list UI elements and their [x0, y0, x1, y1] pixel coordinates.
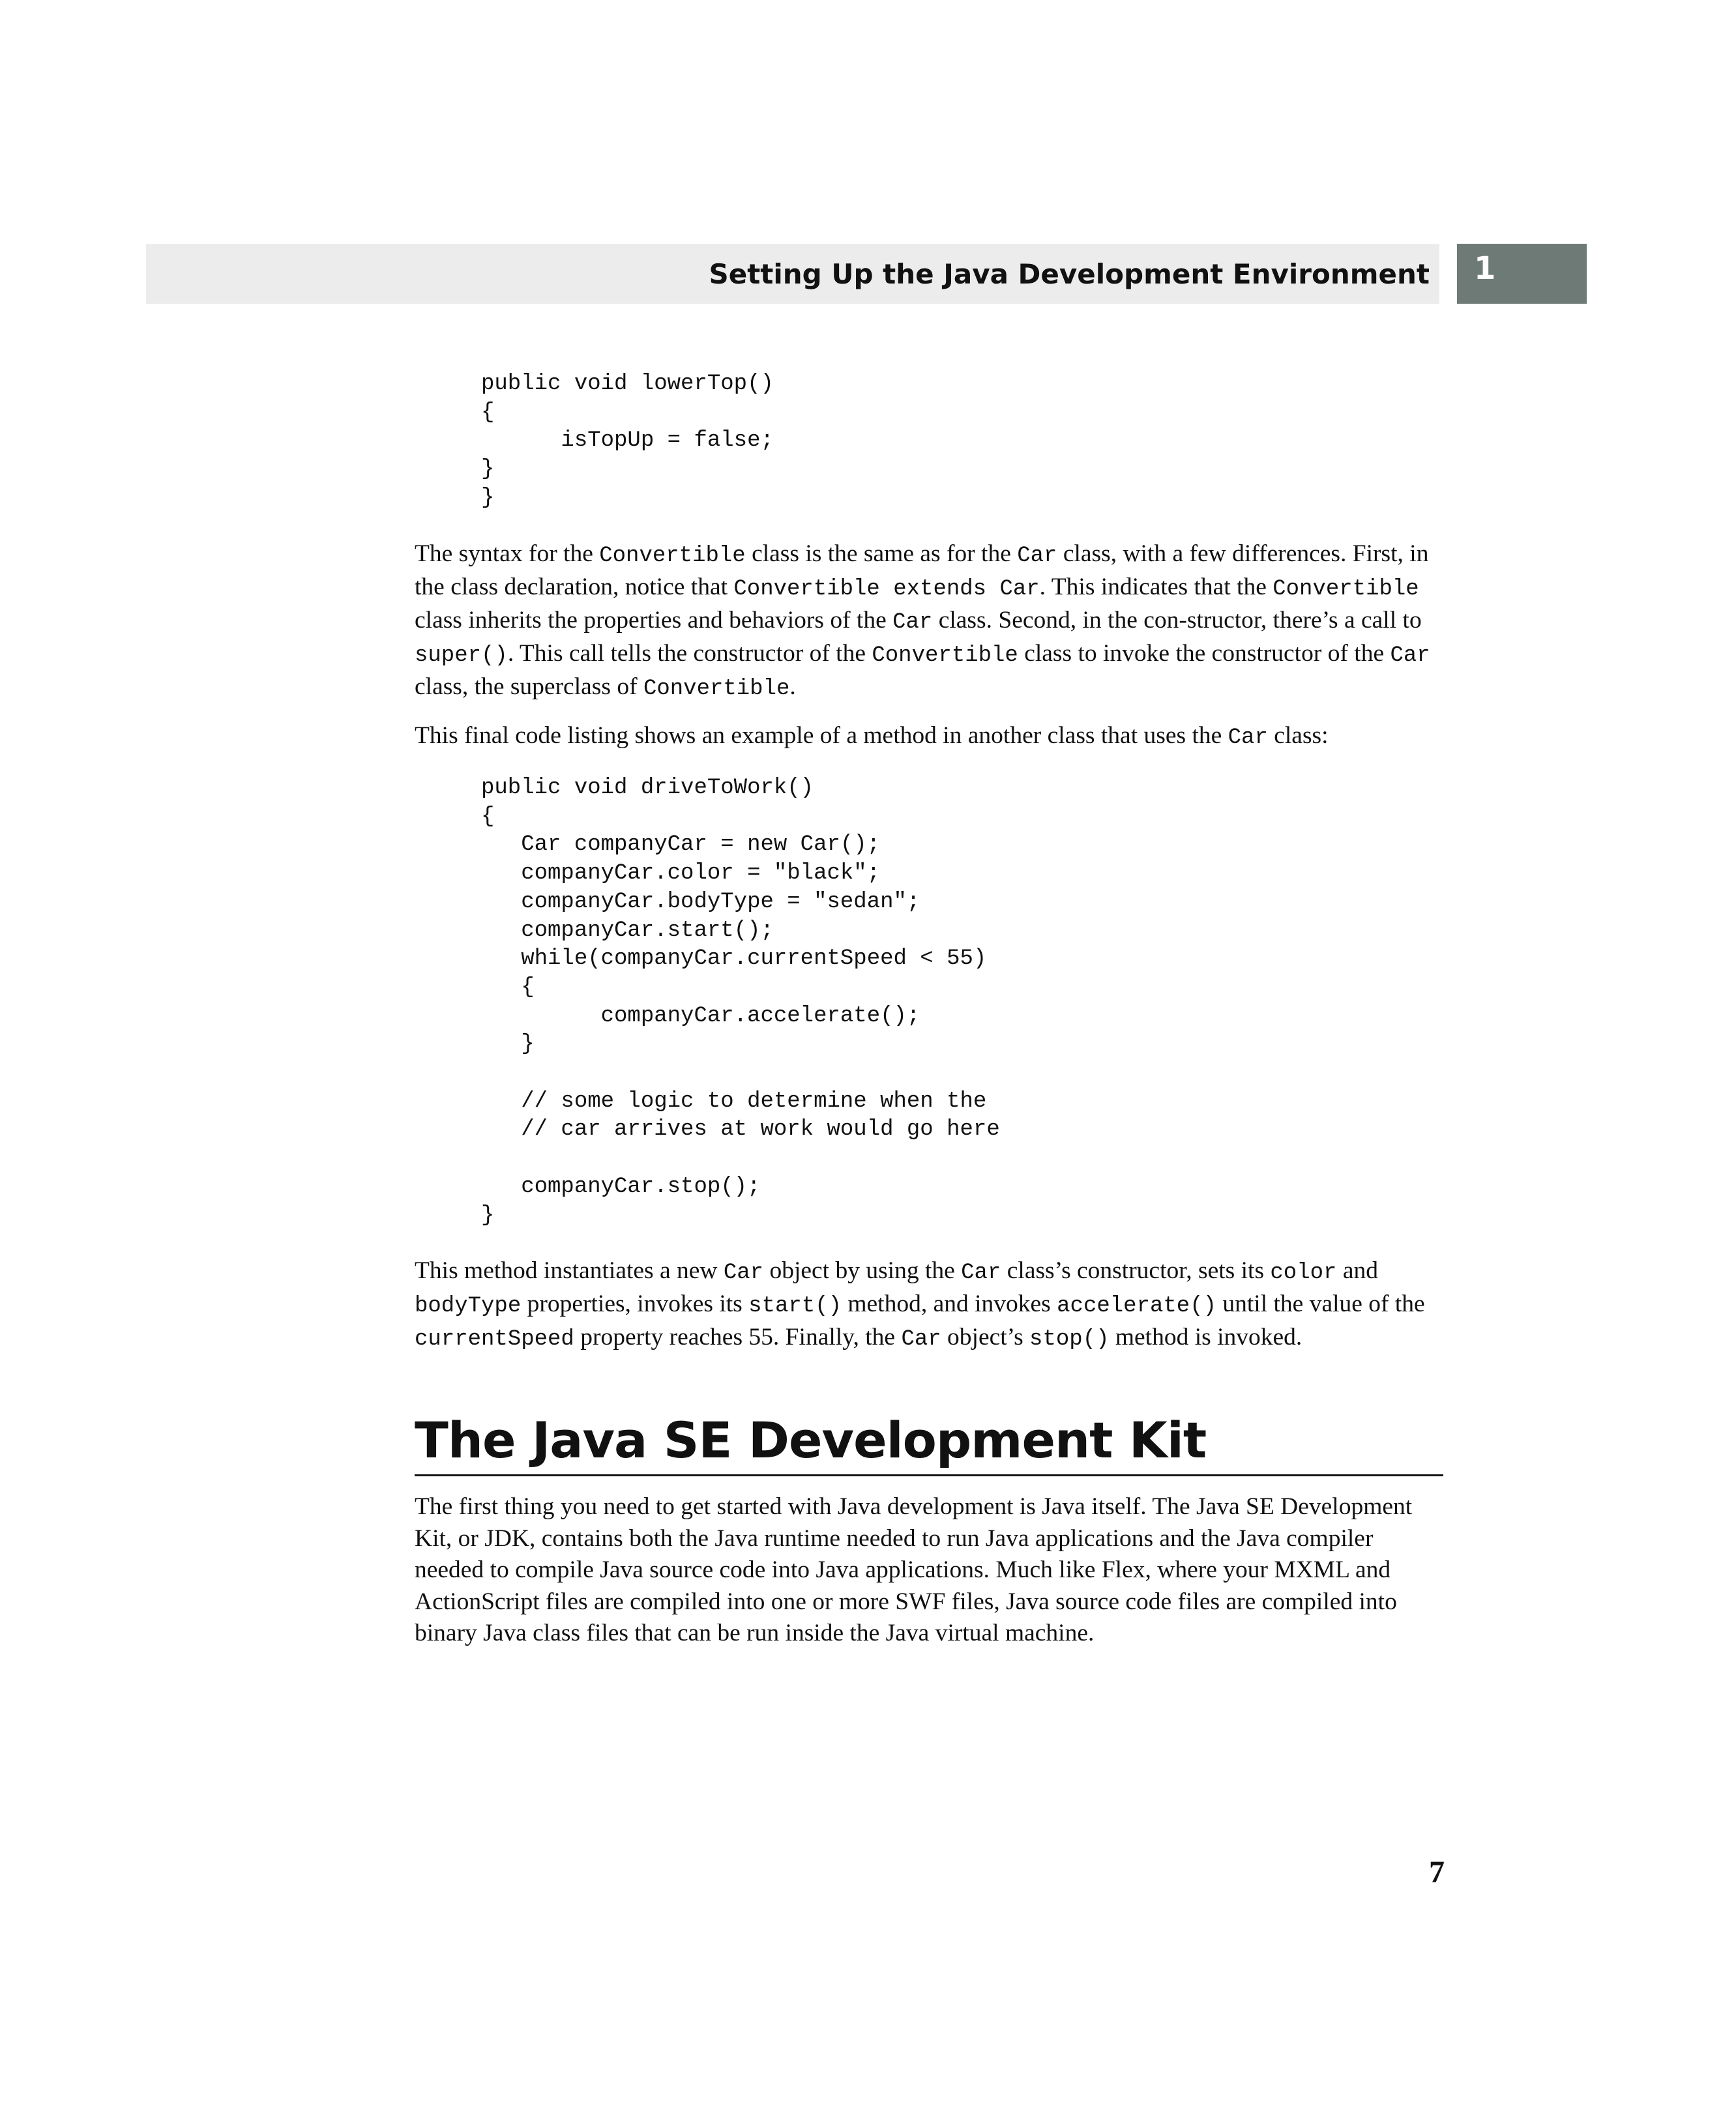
inline-code: Car	[723, 1261, 764, 1285]
text-run: class:	[1267, 722, 1329, 749]
text-run: This method instantiates a new	[415, 1257, 724, 1284]
inline-code: color	[1270, 1261, 1337, 1285]
inline-code: currentSpeed	[415, 1327, 574, 1352]
chapter-tab	[1457, 244, 1587, 304]
inline-code: stop()	[1029, 1327, 1110, 1352]
inline-code: Car	[1390, 643, 1430, 668]
inline-code: Car	[1017, 544, 1057, 568]
text-run: class, with a few differences. First, in the class declaration, notice that	[415, 540, 1429, 600]
paragraph-method-explanation	[415, 1255, 1445, 1355]
inline-code: Convertible	[643, 677, 790, 701]
text-run: . This call tells the constructor of the	[507, 640, 872, 667]
inline-code: Convertible	[872, 643, 1018, 668]
text-run: .	[789, 673, 796, 700]
text-run: The syntax for the	[415, 540, 600, 567]
page-number: 7	[1429, 1855, 1445, 1890]
section-heading-jdk: The Java SE Development Kit	[415, 1408, 1443, 1476]
inline-code: Convertible	[599, 544, 746, 568]
inline-code: bodyType	[415, 1294, 522, 1319]
inline-code: Car	[892, 610, 933, 635]
text-run: class inherits the properties and behaviors of the	[415, 607, 893, 634]
text-run: method is invoked.	[1109, 1324, 1302, 1350]
inline-code: Car	[1228, 725, 1268, 750]
text-run: and	[1336, 1257, 1378, 1284]
text-run: class. Second, in the con-structor, there’s a call to	[932, 607, 1422, 634]
text-run: object’s	[941, 1324, 1030, 1350]
code-listing-lowertop: public void lowerTop() { isTopUp = false; } }	[481, 372, 774, 510]
text-run: class’s constructor, sets its	[1001, 1257, 1271, 1284]
text-run: properties, invokes its	[521, 1291, 749, 1317]
inline-code: start()	[748, 1294, 842, 1319]
inline-code: Convertible	[1273, 577, 1419, 602]
text-run: object by using the	[763, 1257, 962, 1284]
text-run: class, the superclass of	[415, 673, 643, 700]
paragraph-convertible-syntax	[415, 538, 1445, 705]
text-run: class to invoke the constructor of the	[1018, 640, 1390, 667]
code-listing-drivetowork: public void driveToWork() { Car companyCar = new Car(); companyCar.color = "black"; companyCar.bodyType = "sedan"; companyCar.start(); while(companyCar.currentSpeed < 55) { companyCar.accelerate(); } // some logic to determine when the // car arrives at work would go here companyCar.stop(); }	[481, 776, 1000, 1228]
text-run: class is the same as for the	[745, 540, 1018, 567]
text-run: method, and invokes	[841, 1291, 1057, 1317]
inline-code: Car	[901, 1327, 941, 1352]
inline-code: Convertible extends Car	[733, 577, 1040, 602]
chapter-number: 1	[1474, 250, 1496, 287]
inline-code: accelerate()	[1057, 1294, 1216, 1319]
running-header-title: Setting Up the Java Development Environment	[709, 258, 1430, 290]
inline-code: Car	[961, 1261, 1001, 1285]
paragraph-jdk-intro: The first thing you need to get started with Java development is Java itself. The Java SE Development Kit, or JDK, contains both the Java runtime needed to run Java applications and the Java compiler needed to compile Java source code into Java applications. Much like Flex, where your MXML and ActionScript files are compiled into one or more SWF files, Java source code files are compiled into binary Java class files that can be run inside the Java virtual machine.	[415, 1493, 1413, 1646]
text-run: until the value of the	[1216, 1291, 1425, 1317]
text-run: . This indicates that the	[1039, 574, 1273, 600]
text-run: This final code listing shows an example of a method in another class that uses the	[415, 722, 1228, 749]
inline-code: super()	[415, 643, 508, 668]
paragraph-final-listing-intro	[415, 720, 1445, 753]
text-run: property reaches 55. Finally, the	[574, 1324, 902, 1350]
